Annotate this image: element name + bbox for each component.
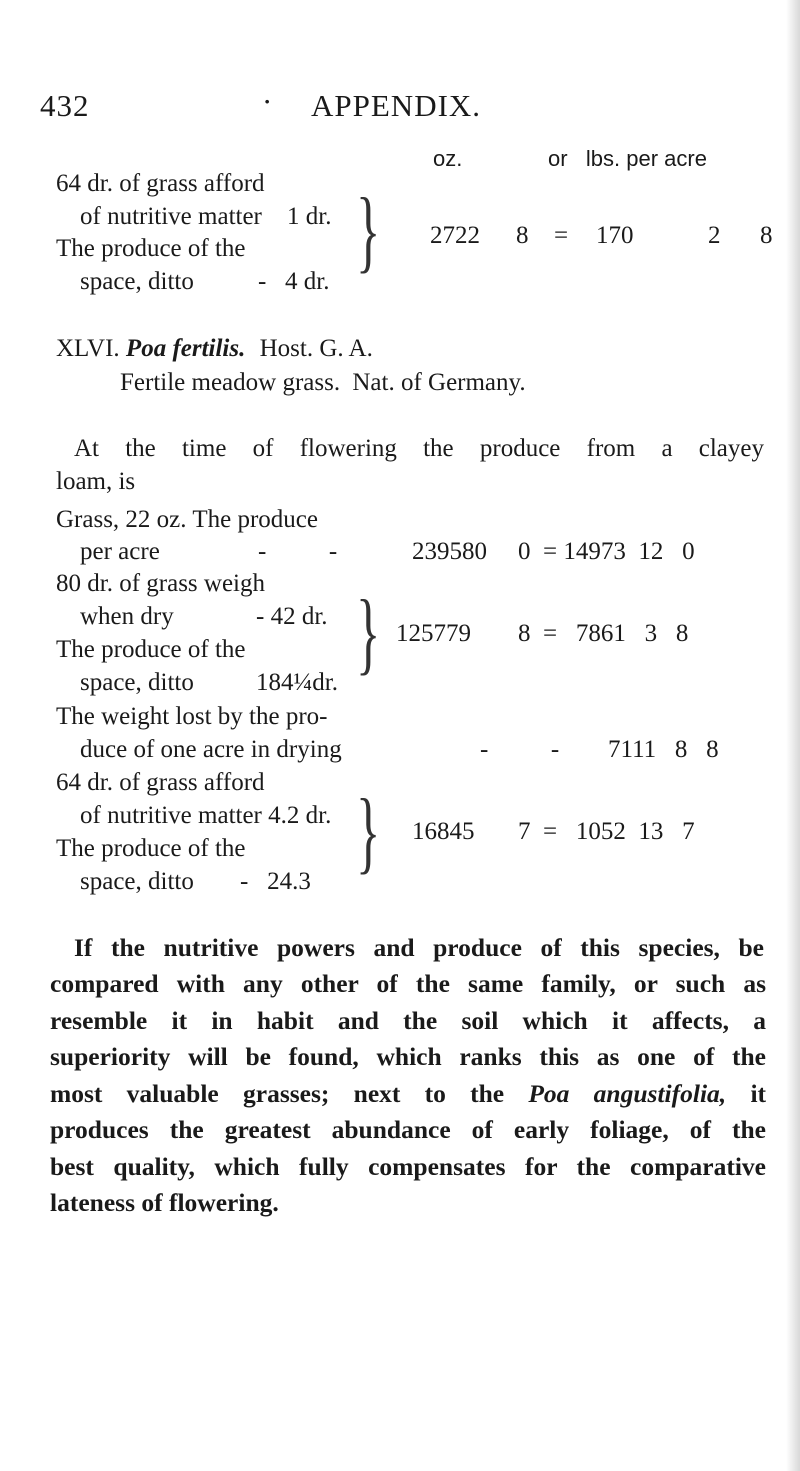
page-number: 432 xyxy=(40,88,90,123)
table-r2-line-d: space, ditto xyxy=(80,669,194,696)
table-r1-oz: 239580 xyxy=(412,538,487,565)
para-line-7: best quality, which fully compensates for the comparative xyxy=(50,1152,766,1181)
block1-line-1: 64 dr. of grass afford xyxy=(56,170,265,197)
para-line-2: compared with any other of the same family, or such as xyxy=(50,969,766,998)
species-number: XLVI. xyxy=(56,335,120,362)
block1-oz: 2722 xyxy=(430,222,480,249)
table-r4-oz: 16845 xyxy=(412,818,475,845)
header-dot: · xyxy=(262,84,274,119)
block1-brace: } xyxy=(356,179,381,281)
block1-lbs: 170 xyxy=(596,222,634,249)
table-r1-dashes: - - xyxy=(258,538,338,565)
table-r4-brace: } xyxy=(356,780,381,882)
table-r2-line-c: The produce of the xyxy=(56,636,246,663)
table-r4-line-c: The produce of the xyxy=(56,835,246,862)
table-r4-line-d: space, ditto xyxy=(80,868,194,895)
block1-line-2: of nutritive matter xyxy=(80,203,262,230)
table-r2-brace: } xyxy=(356,581,381,683)
para-line-5-text: most valuable grasses; next to the xyxy=(50,1079,505,1108)
species-nativity: Nat. of Germany. xyxy=(352,369,526,396)
block1-eq: = xyxy=(554,222,569,249)
table-r4-line-a: 64 dr. of grass afford xyxy=(56,769,265,796)
table-r2-line-b-dr: - 42 dr. xyxy=(256,603,328,630)
table-r3-line-a: The weight lost by the pro- xyxy=(56,703,328,730)
col-header-oz: oz. xyxy=(433,146,463,171)
species-heading xyxy=(56,335,373,363)
table-r2-oz: 125779 xyxy=(396,620,471,647)
table-r3-rest: 7111 8 8 xyxy=(608,736,719,763)
para-line-6: produces the greatest abundance of early foliage, of the xyxy=(50,1115,766,1144)
para-line-5-end: it xyxy=(750,1079,767,1108)
block1-line-4: space, ditto xyxy=(80,268,194,295)
table-r4-rest: 7 = 1052 13 7 xyxy=(518,818,695,845)
table-r2-rest: 8 = 7861 3 8 xyxy=(518,620,689,647)
block1-frac: 8 xyxy=(516,222,529,249)
intro-line-2: loam, is xyxy=(56,468,136,495)
table-r2-line-b: when dry xyxy=(80,603,174,630)
para-line-5 xyxy=(50,1076,766,1113)
para-line-3: resemble it in habit and the soil which it affects, a xyxy=(50,1006,766,1035)
table-r3-dashes: - - xyxy=(480,736,560,763)
block1-oz2: 2 xyxy=(708,222,721,249)
table-r2-line-a: 80 dr. of grass weigh xyxy=(56,570,265,597)
block1-line-3: The produce of the xyxy=(56,235,246,262)
species-reference: Poa angustifolia, xyxy=(528,1079,727,1108)
block1-dr2: 4 dr. xyxy=(285,268,330,295)
table-r2-line-d-dr: 184¼dr. xyxy=(256,669,338,696)
table-r1-line-b: per acre xyxy=(80,538,160,565)
page-edge-shadow xyxy=(786,0,800,1471)
species-name: Poa fertilis. xyxy=(125,335,246,362)
intro-line-1: At the time of flowering the produce from a clayey xyxy=(74,435,764,462)
table-r1-rest: 0 = 14973 12 0 xyxy=(518,538,695,565)
col-header-lbs: or lbs. per acre xyxy=(548,146,707,171)
species-author: Host. G. A. xyxy=(259,335,373,362)
para-line-8: lateness of flowering. xyxy=(50,1188,279,1217)
para-line-1: If the nutritive powers and produce of this species, be xyxy=(74,933,764,962)
table-r4-line-d-dr: - 24.3 xyxy=(240,868,311,895)
para-line-4: superiority will be found, which ranks this as one of the xyxy=(50,1042,766,1071)
block1-dr1: 1 dr. xyxy=(287,203,332,230)
block1-dash: - xyxy=(258,268,267,295)
block1-dr: 8 xyxy=(760,222,773,249)
species-common xyxy=(120,369,526,397)
table-r1-line-a: Grass, 22 oz. The produce xyxy=(56,506,318,533)
table-r3-line-b: duce of one acre in drying xyxy=(80,736,342,763)
species-common-name: Fertile meadow grass. xyxy=(120,369,341,396)
table-r4-line-b: of nutritive matter 4.2 dr. xyxy=(80,802,332,829)
running-title: APPENDIX. xyxy=(311,88,482,123)
